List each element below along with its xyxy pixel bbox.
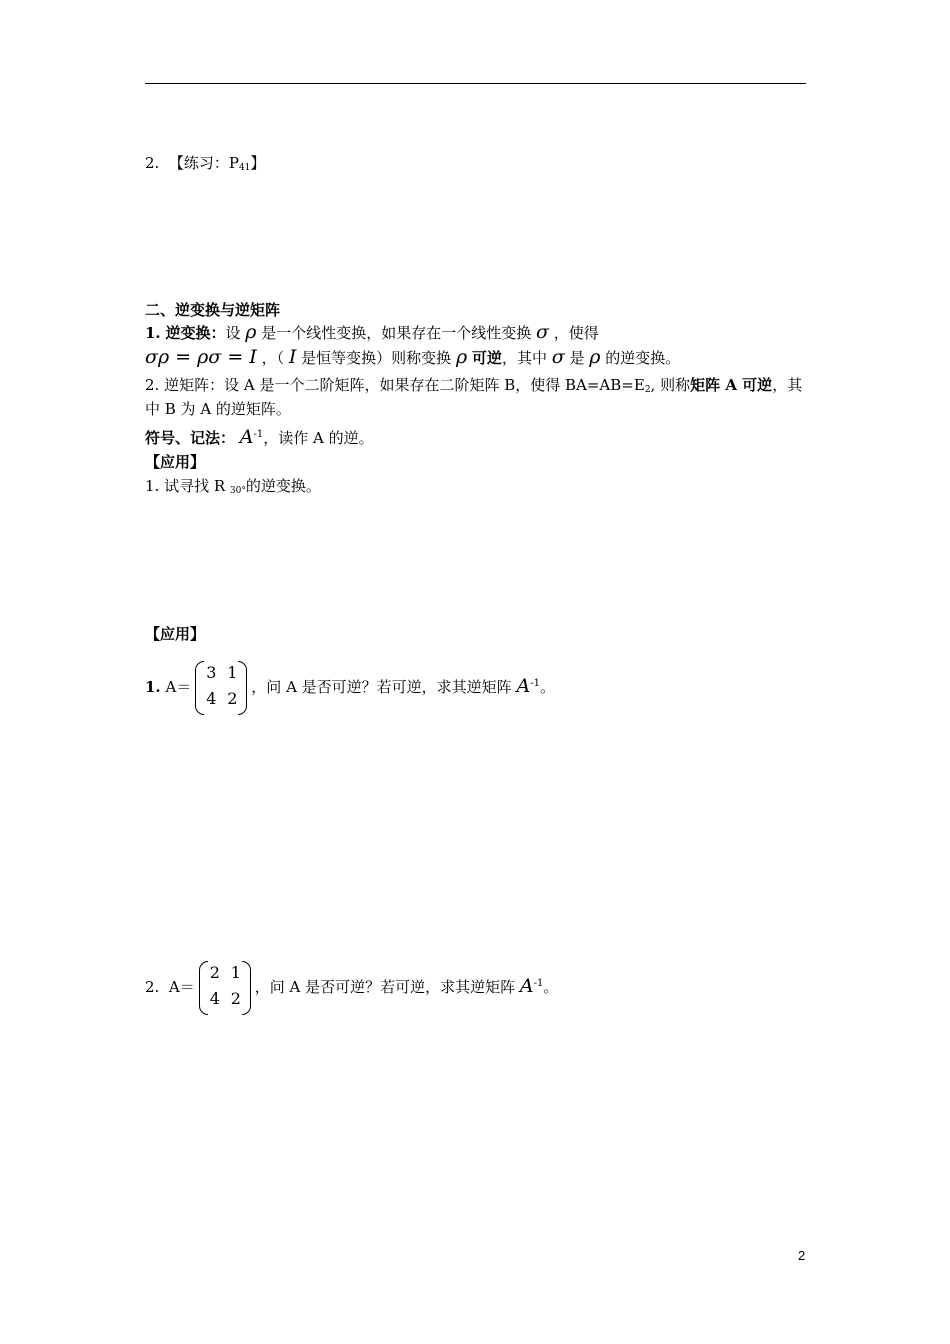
def2-bold: 矩阵 A 可逆 xyxy=(690,376,773,394)
q2-matrix xyxy=(199,961,251,1015)
def2-line2: 中 B 为 A 的逆矩阵。 xyxy=(145,400,291,418)
exercise-line xyxy=(145,152,265,179)
q1-num: 1. xyxy=(145,678,161,696)
q2-sup: -1 xyxy=(533,978,544,989)
q2-num: 2. xyxy=(145,978,160,996)
q1-lhs: A＝ xyxy=(165,678,192,696)
q2-line xyxy=(145,956,558,1015)
apply1-question xyxy=(145,475,321,502)
apply1-q2: 的逆变换。 xyxy=(245,477,321,495)
q2-end: 。 xyxy=(543,978,559,996)
def1-t8: 是 xyxy=(569,349,585,367)
def2-line1 xyxy=(145,374,802,401)
identity-symbol: I xyxy=(249,346,257,368)
apply1-q: 1. 试寻找 R xyxy=(145,477,230,495)
apply1-sub: 30° xyxy=(229,486,246,496)
left-paren xyxy=(195,661,204,715)
q1-a12: 1 xyxy=(227,663,238,682)
notation-line xyxy=(145,424,374,449)
right-paren xyxy=(242,961,251,1015)
q2-lhs: A＝ xyxy=(168,978,195,996)
q1-sup: -1 xyxy=(530,678,540,689)
def1-equation: σρ = ρσ = xyxy=(145,346,250,368)
q2-a21: 4 xyxy=(209,989,220,1008)
header-rule xyxy=(145,83,806,84)
def2-sub: 2 xyxy=(644,385,651,395)
exercise-label: 【练习：P xyxy=(168,154,239,172)
def1-t7: ，其中 xyxy=(501,349,547,367)
def2-text-a: 2. 逆矩阵：设 A 是一个二阶矩阵，如果存在二阶矩阵 B，使得 BA=AB=E xyxy=(145,376,645,394)
section-title: 二、逆变换与逆矩阵 xyxy=(145,301,281,319)
def2-text-b: , 则称 xyxy=(650,376,691,394)
rho-symbol: ρ xyxy=(245,321,257,343)
rho-symbol-2: ρ xyxy=(455,346,468,368)
q1-a11: 3 xyxy=(206,663,217,682)
apply2-title: 【应用】 xyxy=(145,625,206,643)
def1-t1: 设 xyxy=(225,324,241,342)
def1-invertible: 可逆 xyxy=(471,349,502,367)
q2-A: A xyxy=(519,975,534,997)
def1-num: 1. xyxy=(145,324,161,342)
def2-text-c: ，其 xyxy=(772,376,803,394)
q1-text: ，问 A 是否可逆？若可逆，求其逆矩阵 xyxy=(251,678,512,696)
def1-t3: ，使得 xyxy=(553,324,599,342)
def1-t2: 是一个线性变换，如果存在一个线性变换 xyxy=(261,324,532,342)
def1-t4: ，（ xyxy=(261,349,285,367)
notation-text: ，读作 A 的逆。 xyxy=(263,429,374,447)
def1-t9: 的逆变换。 xyxy=(605,349,681,367)
q1-matrix xyxy=(195,661,247,715)
q1-line xyxy=(145,656,555,715)
rho-symbol-3: ρ xyxy=(589,346,601,368)
page-number: 2 xyxy=(798,1248,806,1263)
apply1-title: 【应用】 xyxy=(145,453,206,471)
q1-end: 。 xyxy=(539,678,555,696)
q1-A: A xyxy=(516,675,531,697)
q2-text: ，问 A 是否可逆？若可逆，求其逆矩阵 xyxy=(254,978,516,996)
exercise-close: 】 xyxy=(250,154,266,172)
exercise-page-sub: 41 xyxy=(238,163,251,173)
def1-line2 xyxy=(145,346,680,369)
notation-A: A xyxy=(239,426,254,448)
q2-a12: 1 xyxy=(230,963,241,982)
sigma-symbol: σ xyxy=(536,321,549,343)
left-paren xyxy=(199,961,208,1015)
right-paren xyxy=(238,661,247,715)
q1-a22: 2 xyxy=(227,689,238,708)
identity-symbol-2: I xyxy=(288,346,297,368)
def1-t5: 是恒等变换）则称变换 xyxy=(301,349,452,367)
exercise-num: 2. xyxy=(145,154,160,172)
q2-a22: 2 xyxy=(230,989,241,1008)
q2-a11: 2 xyxy=(209,963,220,982)
notation-term: 符号、记法： xyxy=(145,429,236,447)
sigma-symbol-2: σ xyxy=(551,346,565,368)
def1-term: 逆变换： xyxy=(165,324,226,342)
def1-line1 xyxy=(145,321,599,344)
q1-a21: 4 xyxy=(206,689,217,708)
notation-sup: -1 xyxy=(253,429,264,440)
